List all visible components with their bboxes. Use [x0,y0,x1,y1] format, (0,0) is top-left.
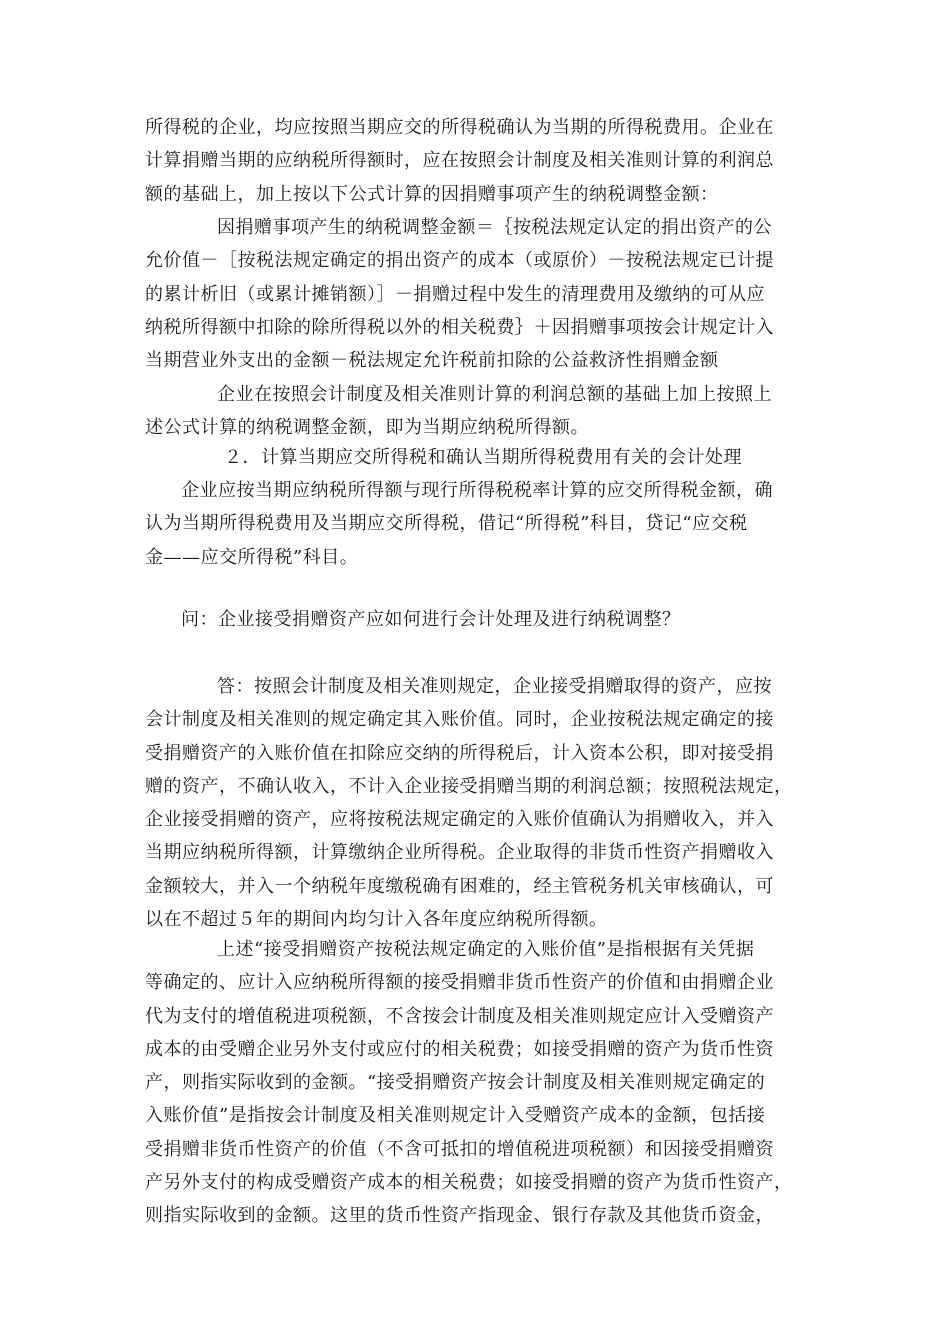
text-line: 赠的资产，不确认收入，不计入企业接受捐赠当期的利润总额；按照税法规定， [145,775,793,797]
text-line: 等确定的、应计入应纳税所得额的接受捐赠非货币性资产的价值和由捐赠企业 [145,972,774,994]
text-line: 的累计析旧（或累计摊销额）］－捐赠过程中发生的清理费用及缴纳的可从应 [145,283,765,305]
text-line: 产，则指实际收到的金额。“接受捐赠资产按会计制度及相关准则规定确定的 [145,1072,766,1094]
text-line: 以在不超过５年的期间内均匀计入各年度应纳税所得额。 [145,909,608,931]
text-line: 所得税的企业，均应按照当期应交的所得税确认为当期的所得税费用。企业在 [145,117,774,138]
section-heading-2 [145,441,805,474]
text-line: 计算捐赠当期的应纳税所得额时，应在按照会计制度及相关准则计算的利润总 [145,150,774,172]
text-line: 额的基础上，加上按以下公式计算的因捐赠事项产生的纳税调整金额： [145,183,719,205]
text-line: 当期应纳税所得额，计算缴纳企业所得税。企业取得的非货币性资产捐赠收入 [145,842,774,864]
text-line: 金——应交所得税”科目。 [145,546,359,568]
text-line: 则指实际收到的金额。这里的货币性资产指现金、银行存款及其他货币资金， [145,1205,774,1227]
paragraph-income-tax-intro [145,111,805,211]
text-line: 金额较大，并入一个纳税年度缴税确有困难的，经主管税务机关审核确认，可 [145,875,774,897]
text-line: 问：企业接受捐赠资产应如何进行会计处理及进行纳税调整？ [181,609,681,630]
paragraph-accounting-entry [145,474,805,574]
text-line: 答：按照会计制度及相关准则规定，企业接受捐赠取得的资产，应按 [217,676,772,697]
paragraph-taxable-income [145,378,805,445]
text-line: 允价值－［按税法规定确定的捐出资产的成本（或原价）－按税法规定已计提 [145,250,774,272]
text-line: 企业接受捐赠的资产，应将按税法规定确定的入账价值确认为捐赠收入，并入 [145,809,774,831]
text-line: 当期营业外支出的金额－税法规定允许税前扣除的公益救济性捐赠金额 [145,350,719,372]
text-line: 纳税所得额中扣除的除所得税以外的相关税费｝＋因捐赠事项按会计规定计入 [145,316,774,338]
text-line: 因捐赠事项产生的纳税调整金额＝｛按税法规定认定的捐出资产的公 [217,217,772,238]
question [145,603,805,636]
paragraph-formula [145,211,805,377]
text-line: 述公式计算的纳税调整金额，即为当期应纳税所得额。 [145,417,589,439]
text-line: 企业应按当期应纳税所得额与现行所得税税率计算的应交所得税金额，确 [181,480,773,501]
text-line: 会计制度及相关准则的规定确定其入账价值。同时，企业按税法规定确定的接 [145,709,774,731]
text-line: 产另外支付的构成受赠资产成本的相关税费；如接受捐赠的资产为货币性资产， [145,1172,793,1194]
answer-paragraph [145,670,805,936]
text-line: ２．计算当期应交所得税和确认当期所得税费用有关的会计处理 [224,447,742,468]
text-line: 代为支付的增值税进项税额，不含按会计制度及相关准则规定应计入受赠资产 [145,1005,774,1027]
text-line: 成本的由受赠企业另外支付或应付的相关税费；如接受捐赠的资产为货币性资 [145,1038,774,1060]
text-line: 入账价值”是指按会计制度及相关准则规定计入受赠资产成本的金额，包括接 [145,1105,766,1127]
text-line: 受捐赠非货币性资产的价值（不含可抵扣的增值税进项税额）和因接受捐赠资 [145,1138,774,1160]
text-line: 企业在按照会计制度及相关准则计算的利润总额的基础上加上按照上 [217,384,772,405]
text-line: 受捐赠资产的入账价值在扣除应交纳的所得税后，计入资本公积，即对接受捐 [145,742,774,764]
text-line: 上述“接受捐赠资产按税法规定确定的入账价值”是指根据有关凭据 [217,939,755,960]
text-line: 认为当期所得税费用及当期应交所得税，借记“所得税”科目，贷记“应交税 [145,513,748,535]
paragraph-definitions [145,933,805,1233]
